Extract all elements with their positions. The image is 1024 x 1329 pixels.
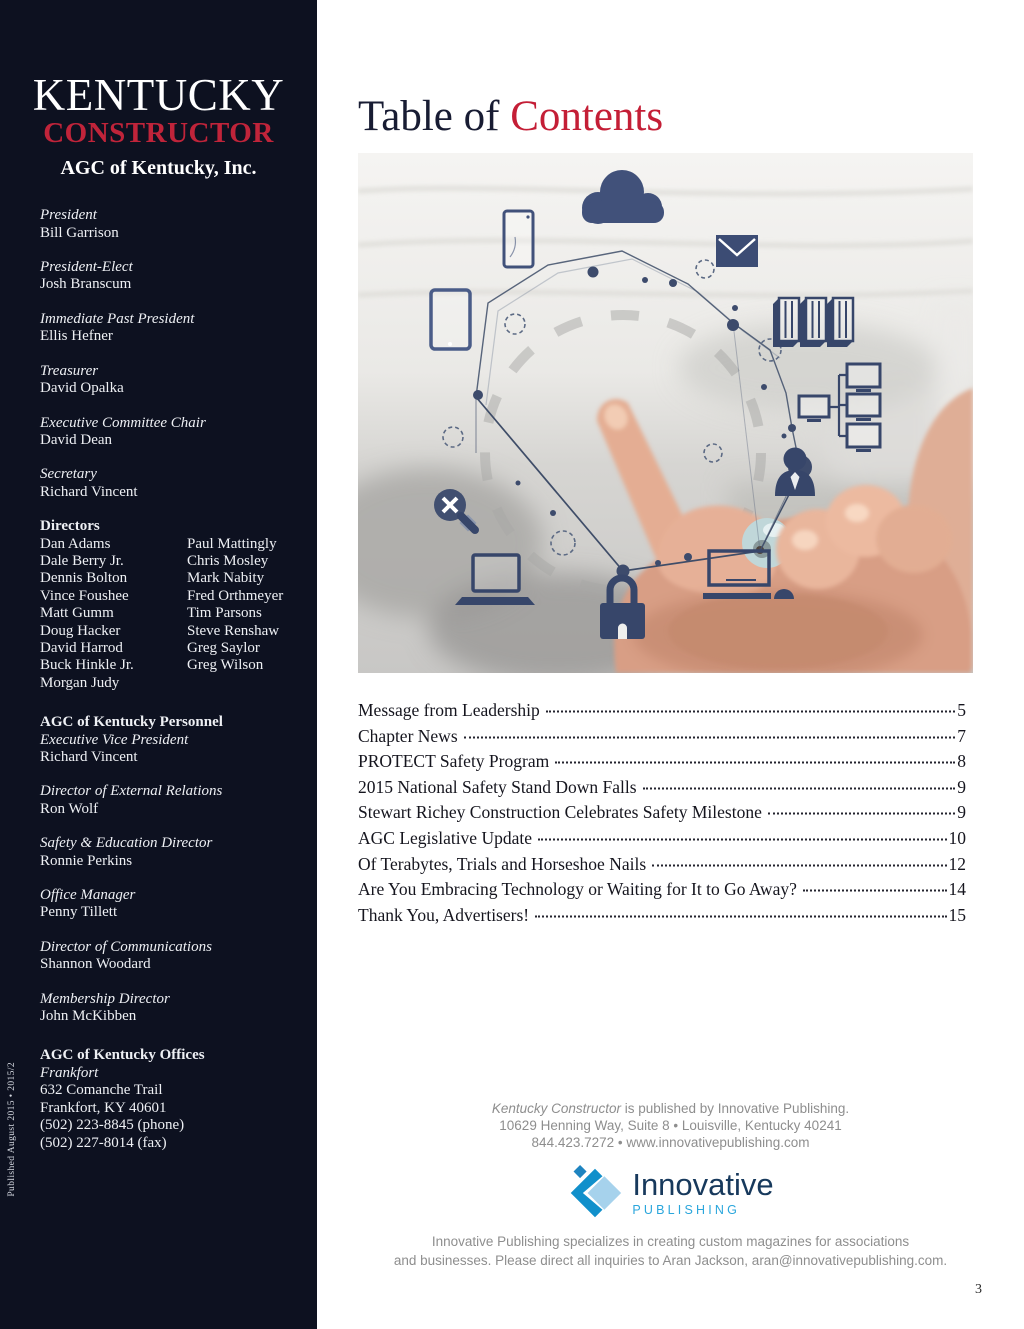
publication-name: Kentucky Constructor (491, 1101, 621, 1117)
publisher-contact: 844.423.7272 • www.innovativepublishing.com (531, 1135, 810, 1151)
director-name: Greg Wilson (187, 657, 264, 674)
offices-heading: AGC of Kentucky Offices (40, 1047, 205, 1064)
officer-entry (40, 363, 307, 398)
toc-entry (358, 726, 966, 752)
officer-name: Bill Garrison (40, 224, 119, 241)
director-name: Buck Hinkle Jr. (40, 657, 134, 674)
toc-entry-title: Chapter News (358, 725, 458, 746)
toc-entry-page: 8 (957, 751, 966, 772)
officer-title: President-Elect (40, 259, 133, 276)
staff-entry (40, 939, 307, 974)
magazine-subtitle: CONSTRUCTOR (43, 117, 274, 150)
organization-name: AGC of Kentucky, Inc. (60, 157, 257, 180)
director-name: Fred Orthmeyer (187, 587, 284, 604)
toc-photo-illustration (358, 153, 973, 673)
toc-entry (358, 854, 966, 880)
director-name: Tim Parsons (187, 605, 262, 622)
officer-title: Treasurer (40, 362, 99, 379)
director-name: Vince Foushee (40, 587, 129, 604)
director-name: Dale Berry Jr. (40, 552, 124, 569)
directors-grid (40, 536, 307, 693)
officer-entry (40, 415, 307, 450)
staff-name: Ron Wolf (40, 800, 99, 817)
publisher-line-1 (317, 1100, 1024, 1117)
director-name: Mark Nabity (187, 570, 265, 587)
toc-dot-leader (535, 914, 946, 917)
toc-entry-title: 2015 National Safety Stand Down Falls (358, 776, 637, 797)
officer-name: David Opalka (40, 380, 124, 397)
staff-entry (40, 783, 307, 818)
toc-entry-title: Thank You, Advertisers! (358, 904, 530, 925)
officer-name: Ellis Hefner (40, 328, 113, 345)
publisher-logo-icon (567, 1164, 623, 1222)
office-address (40, 1082, 307, 1152)
office-address-line: (502) 227-8014 (fax) (40, 1134, 167, 1151)
sidebar-body (0, 180, 317, 1152)
toc-entry-title: Stewart Richey Construction Celebrates Safety Milestone (358, 802, 762, 823)
toc-entry-page: 9 (957, 776, 966, 797)
toc-entry (358, 828, 966, 854)
director-name: Chris Mosley (187, 552, 269, 569)
staff-entry (40, 991, 307, 1026)
officers-list (40, 207, 307, 501)
officer-entry (40, 207, 307, 242)
director-name: Steve Renshaw (187, 622, 280, 639)
toc-entry-page: 14 (948, 879, 966, 900)
page-title (358, 95, 1024, 138)
publisher-tagline-line-1: Innovative Publishing specializes in creating custom magazines for associations (431, 1234, 910, 1250)
staff-name: Richard Vincent (40, 749, 138, 765)
toc-dot-leader (643, 786, 956, 789)
publisher-line-1-rest: is published by Innovative Publishing. (620, 1101, 850, 1117)
personnel-section (40, 714, 307, 1025)
toc-dot-leader (803, 889, 947, 892)
toc-entry (358, 905, 966, 931)
officer-name: Josh Branscum (40, 276, 132, 293)
officer-entry (40, 259, 307, 294)
toc-list (358, 700, 966, 930)
director-name: Greg Saylor (187, 639, 260, 656)
toc-dot-leader (768, 812, 955, 815)
publisher-tagline-line-2: and businesses. Please direct all inquiries to Aran Jackson, aran@innovativepublishing.com. (393, 1252, 948, 1268)
personnel-heading: AGC of Kentucky Personnel (40, 714, 223, 731)
director-name: Paul Mattingly (187, 535, 277, 552)
toc-entry-title: Are You Embracing Technology or Waiting for It to Go Away? (358, 879, 797, 900)
toc-entry (358, 777, 966, 803)
toc-entry-page: 12 (948, 853, 966, 874)
director-name: Doug Hacker (40, 622, 121, 639)
officer-name: David Dean (40, 431, 113, 448)
staff-entry (40, 887, 307, 922)
email-envelope-icon (716, 235, 758, 267)
toc-dot-leader (652, 863, 946, 866)
officer-entry (40, 466, 307, 501)
tablet-icon (431, 290, 470, 349)
directors-heading: Directors (40, 518, 100, 535)
directors-column-1 (40, 536, 187, 693)
publisher-logo-subtitle: PUBLISHING (632, 1203, 741, 1218)
toc-entry (358, 802, 966, 828)
officer-title: President (40, 207, 97, 224)
office-address-line: 632 Comanche Trail (40, 1082, 163, 1099)
director-name: Dennis Bolton (40, 570, 128, 587)
toc-entry (358, 879, 966, 905)
toc-entry-title: Message from Leadership (358, 700, 540, 720)
officer-entry (40, 311, 307, 346)
innovative-publishing-logo (317, 1164, 1024, 1222)
director-name: Morgan Judy (40, 674, 120, 691)
smartphone-icon (504, 211, 533, 267)
staff-title: Office Manager (40, 887, 136, 904)
toc-entry-title: PROTECT Safety Program (358, 751, 550, 772)
offices-section (40, 1047, 307, 1151)
staff-title: Director of External Relations (40, 783, 223, 800)
director-name: Matt Gumm (40, 605, 114, 622)
directors-section (40, 518, 307, 692)
toc-entry-page: 10 (948, 827, 966, 848)
masthead (0, 0, 317, 180)
staff-name: Penny Tillett (40, 904, 118, 921)
toc-dot-leader (538, 837, 947, 840)
publisher-logo-name: Innovative (632, 1167, 774, 1203)
sidebar (0, 0, 317, 1329)
toc-dot-leader (464, 735, 956, 738)
staff-entry (40, 835, 307, 870)
toc-dot-leader (546, 710, 956, 713)
toc-entry-title: AGC Legislative Update (358, 827, 532, 848)
toc-dot-leader (555, 761, 955, 764)
staff-name: Shannon Woodard (40, 956, 151, 973)
spine-publication-info: Published August 2015 • 2015/2 (7, 1062, 17, 1197)
toc-entry (358, 751, 966, 777)
toc-entry (358, 700, 966, 726)
office-address-line: Frankfort, KY 40601 (40, 1099, 167, 1116)
toc-entry-page: 15 (948, 904, 966, 925)
office-city: Frankfort (40, 1064, 99, 1081)
page-title-prefix: Table of (358, 93, 511, 140)
staff-entry (40, 732, 307, 767)
publisher-address: 10629 Henning Way, Suite 8 • Louisville, Kentucky 40241 (499, 1118, 842, 1134)
staff-name: John McKibben (40, 1008, 137, 1025)
staff-title: Director of Communications (40, 938, 212, 955)
toc-entry-title: Of Terabytes, Trials and Horseshoe Nails (358, 853, 647, 874)
officer-title: Secretary (40, 466, 97, 483)
staff-title: Membership Director (40, 990, 170, 1007)
toc-entry-page: 9 (957, 802, 966, 823)
staff-title: Executive Vice President (40, 731, 189, 748)
page-title-accent: Contents (510, 93, 664, 140)
toc-entry-page: 7 (957, 725, 966, 746)
director-name: Dan Adams (40, 535, 111, 552)
publisher-logo-text (632, 1169, 773, 1217)
publisher-tagline (317, 1233, 1024, 1270)
main-content (317, 0, 1024, 1329)
magazine-title: KENTUCKY (32, 70, 285, 120)
officer-title: Executive Committee Chair (40, 414, 206, 431)
server-stack-icon (773, 298, 853, 347)
personnel-list (40, 732, 307, 1026)
publisher-info (317, 1100, 1024, 1151)
office-address-line: (502) 223-8845 (phone) (40, 1117, 185, 1134)
officer-name: Richard Vincent (40, 483, 138, 500)
staff-name: Ronnie Perkins (40, 852, 133, 869)
staff-title: Safety & Education Director (40, 835, 213, 852)
page-number: 3 (975, 1282, 982, 1297)
director-name: David Harrod (40, 639, 123, 656)
officer-title: Immediate Past President (40, 310, 195, 327)
toc-entry-page: 5 (957, 700, 966, 720)
directors-column-2 (187, 536, 307, 693)
